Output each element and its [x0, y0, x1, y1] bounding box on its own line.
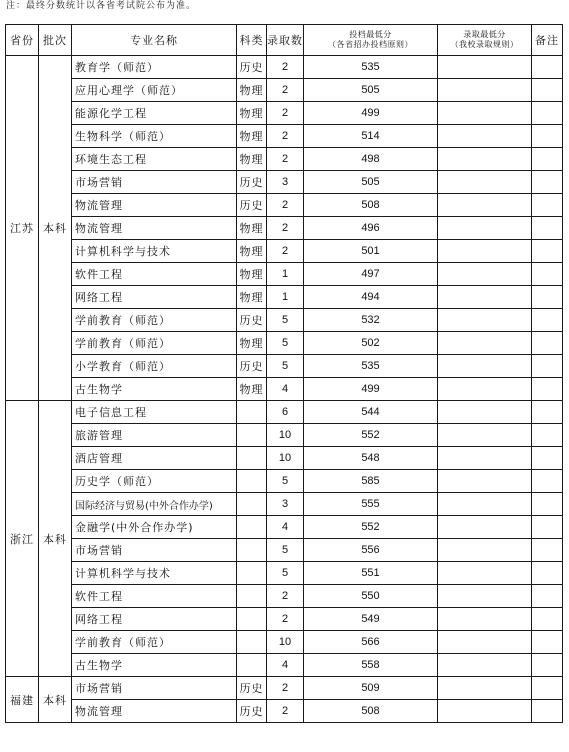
major-cell: 旅游管理 [72, 424, 237, 447]
remark-cell [532, 424, 563, 447]
min-score-cell: 550 [304, 585, 438, 608]
enroll-cell: 4 [267, 654, 304, 677]
subject-cell [237, 539, 267, 562]
enroll-cell: 2 [267, 194, 304, 217]
admit-score-cell [438, 171, 532, 194]
admission-score-table [5, 24, 563, 723]
remark-cell [532, 401, 563, 424]
min-score-cell: 497 [304, 263, 438, 286]
remark-cell [532, 240, 563, 263]
remark-cell [532, 677, 563, 700]
remark-cell [532, 493, 563, 516]
admit-score-cell [438, 654, 532, 677]
admit-score-cell [438, 332, 532, 355]
table-row [6, 585, 563, 608]
major-cell: 市场营销 [72, 677, 237, 700]
major-cell: 软件工程 [72, 585, 237, 608]
min-score-cell: 505 [304, 79, 438, 102]
remark-cell [532, 378, 563, 401]
enroll-cell: 5 [267, 562, 304, 585]
table-row [6, 470, 563, 493]
major-cell: 软件工程 [72, 263, 237, 286]
table-row [6, 654, 563, 677]
remark-cell [532, 79, 563, 102]
subject-cell [237, 401, 267, 424]
subject-cell: 历史 [237, 194, 267, 217]
major-cell: 教育学（师范） [72, 56, 237, 79]
admit-score-cell [438, 539, 532, 562]
major-cell: 国际经济与贸易(中外合作办学) [72, 493, 237, 516]
remark-cell [532, 194, 563, 217]
admit-score-cell [438, 585, 532, 608]
subject-cell: 历史 [237, 309, 267, 332]
header-row [6, 25, 563, 56]
major-cell: 物流管理 [72, 700, 237, 723]
admit-score-cell [438, 562, 532, 585]
province-cell: 江苏 [6, 56, 39, 401]
admit-score-cell [438, 470, 532, 493]
enroll-cell: 5 [267, 470, 304, 493]
subject-cell: 物理 [237, 217, 267, 240]
header-min-score-line2: （各省招办投档原则） [328, 40, 413, 49]
min-score-cell: 558 [304, 654, 438, 677]
batch-cell: 本科 [39, 56, 72, 401]
enroll-cell: 10 [267, 424, 304, 447]
enroll-cell: 2 [267, 700, 304, 723]
min-score-cell: 496 [304, 217, 438, 240]
subject-cell [237, 608, 267, 631]
major-cell: 历史学（师范） [72, 470, 237, 493]
admit-score-cell [438, 355, 532, 378]
min-score-cell: 508 [304, 700, 438, 723]
min-score-cell: 549 [304, 608, 438, 631]
major-cell: 市场营销 [72, 171, 237, 194]
remark-cell [532, 447, 563, 470]
table-body [6, 56, 563, 723]
remark-cell [532, 286, 563, 309]
min-score-cell: 499 [304, 378, 438, 401]
table-row [6, 677, 563, 700]
table-row [6, 631, 563, 654]
header-province: 省份 [6, 25, 39, 56]
table-row [6, 447, 563, 470]
major-cell: 网络工程 [72, 286, 237, 309]
footnote-text: 注：最终分数统计以各省考试院公布为准。 [6, 1, 197, 11]
enroll-cell: 1 [267, 286, 304, 309]
table-row [6, 378, 563, 401]
subject-cell [237, 654, 267, 677]
table-row [6, 309, 563, 332]
header-remark: 备注 [532, 25, 563, 56]
subject-cell: 物理 [237, 378, 267, 401]
admit-score-cell [438, 631, 532, 654]
table-row [6, 217, 563, 240]
major-cell: 环境生态工程 [72, 148, 237, 171]
enroll-cell: 3 [267, 171, 304, 194]
major-cell: 物流管理 [72, 217, 237, 240]
remark-cell [532, 125, 563, 148]
enroll-cell: 3 [267, 493, 304, 516]
table-row [6, 263, 563, 286]
remark-cell [532, 631, 563, 654]
enroll-cell: 2 [267, 125, 304, 148]
admit-score-cell [438, 263, 532, 286]
subject-cell: 物理 [237, 79, 267, 102]
major-cell: 计算机科学与技术 [72, 240, 237, 263]
major-cell: 市场营销 [72, 539, 237, 562]
min-score-cell: 544 [304, 401, 438, 424]
enroll-cell: 2 [267, 217, 304, 240]
enroll-cell: 2 [267, 677, 304, 700]
admit-score-cell [438, 309, 532, 332]
subject-cell [237, 493, 267, 516]
enroll-cell: 4 [267, 516, 304, 539]
admit-score-cell [438, 378, 532, 401]
major-cell: 生物科学（师范） [72, 125, 237, 148]
remark-cell [532, 608, 563, 631]
admit-score-cell [438, 447, 532, 470]
major-cell: 学前教育（师范） [72, 332, 237, 355]
remark-cell [532, 332, 563, 355]
subject-cell: 历史 [237, 171, 267, 194]
enroll-cell: 2 [267, 148, 304, 171]
major-cell: 应用心理学（师范） [72, 79, 237, 102]
table-row [6, 125, 563, 148]
min-score-cell: 502 [304, 332, 438, 355]
enroll-cell: 2 [267, 240, 304, 263]
remark-cell [532, 700, 563, 723]
major-cell: 古生物学 [72, 378, 237, 401]
subject-cell [237, 562, 267, 585]
major-cell: 酒店管理 [72, 447, 237, 470]
subject-cell: 物理 [237, 148, 267, 171]
table-row [6, 608, 563, 631]
remark-cell [532, 217, 563, 240]
enroll-cell: 2 [267, 608, 304, 631]
header-subject: 科类 [237, 25, 267, 56]
enroll-cell: 4 [267, 378, 304, 401]
table-row [6, 401, 563, 424]
table-row [6, 700, 563, 723]
min-score-cell: 501 [304, 240, 438, 263]
major-cell: 计算机科学与技术 [72, 562, 237, 585]
header-admit-score [438, 25, 532, 56]
major-cell: 电子信息工程 [72, 401, 237, 424]
subject-cell: 历史 [237, 700, 267, 723]
subject-cell: 历史 [237, 355, 267, 378]
subject-cell [237, 631, 267, 654]
header-admit-score-line1: 录取最低分 [463, 30, 506, 39]
remark-cell [532, 263, 563, 286]
remark-cell [532, 654, 563, 677]
table-row [6, 332, 563, 355]
remark-cell [532, 171, 563, 194]
remark-cell [532, 56, 563, 79]
batch-cell: 本科 [39, 677, 72, 723]
enroll-cell: 5 [267, 332, 304, 355]
province-cell: 福建 [6, 677, 39, 723]
subject-cell [237, 470, 267, 493]
table-row [6, 194, 563, 217]
subject-cell: 物理 [237, 286, 267, 309]
table-row [6, 493, 563, 516]
table-row [6, 171, 563, 194]
admit-score-cell [438, 125, 532, 148]
min-score-cell: 505 [304, 171, 438, 194]
header-admit-score-line2: （我校录取规则） [450, 40, 519, 49]
remark-cell [532, 562, 563, 585]
table-row [6, 424, 563, 447]
major-cell: 金融学(中外合作办学) [72, 516, 237, 539]
table-row [6, 102, 563, 125]
major-cell: 学前教育（师范） [72, 631, 237, 654]
subject-cell [237, 585, 267, 608]
remark-cell [532, 309, 563, 332]
admit-score-cell [438, 56, 532, 79]
table-row [6, 56, 563, 79]
subject-cell: 物理 [237, 125, 267, 148]
min-score-cell: 585 [304, 470, 438, 493]
table-row [6, 355, 563, 378]
min-score-cell: 509 [304, 677, 438, 700]
subject-cell: 物理 [237, 332, 267, 355]
admit-score-cell [438, 608, 532, 631]
table-row [6, 79, 563, 102]
enroll-cell: 5 [267, 309, 304, 332]
remark-cell [532, 585, 563, 608]
subject-cell: 历史 [237, 56, 267, 79]
min-score-cell: 566 [304, 631, 438, 654]
admit-score-cell [438, 286, 532, 309]
enroll-cell: 6 [267, 401, 304, 424]
subject-cell: 物理 [237, 240, 267, 263]
enroll-cell: 1 [267, 263, 304, 286]
major-cell: 学前教育（师范） [72, 309, 237, 332]
enroll-cell: 5 [267, 539, 304, 562]
enroll-cell: 2 [267, 56, 304, 79]
table-row [6, 148, 563, 171]
min-score-cell: 535 [304, 355, 438, 378]
admit-score-cell [438, 102, 532, 125]
subject-cell: 历史 [237, 677, 267, 700]
subject-cell [237, 447, 267, 470]
min-score-cell: 535 [304, 56, 438, 79]
admit-score-cell [438, 493, 532, 516]
subject-cell [237, 424, 267, 447]
province-cell: 浙江 [6, 401, 39, 677]
min-score-cell: 514 [304, 125, 438, 148]
batch-cell: 本科 [39, 401, 72, 677]
major-cell: 能源化学工程 [72, 102, 237, 125]
enroll-cell: 5 [267, 355, 304, 378]
table-row [6, 240, 563, 263]
remark-cell [532, 539, 563, 562]
admit-score-cell [438, 79, 532, 102]
table-row [6, 562, 563, 585]
min-score-cell: 508 [304, 194, 438, 217]
min-score-cell: 556 [304, 539, 438, 562]
min-score-cell: 551 [304, 562, 438, 585]
table-row [6, 516, 563, 539]
admit-score-cell [438, 677, 532, 700]
header-major: 专业名称 [72, 25, 237, 56]
remark-cell [532, 470, 563, 493]
enroll-cell: 2 [267, 585, 304, 608]
admit-score-cell [438, 516, 532, 539]
subject-cell: 物理 [237, 263, 267, 286]
table-header [6, 25, 563, 56]
min-score-cell: 499 [304, 102, 438, 125]
header-enroll: 录取数 [267, 25, 304, 56]
enroll-cell: 2 [267, 102, 304, 125]
enroll-cell: 10 [267, 631, 304, 654]
remark-cell [532, 355, 563, 378]
remark-cell [532, 102, 563, 125]
min-score-cell: 552 [304, 424, 438, 447]
header-min-score [304, 25, 438, 56]
admit-score-cell [438, 194, 532, 217]
header-min-score-line1: 投档最低分 [349, 30, 392, 39]
enroll-cell: 10 [267, 447, 304, 470]
min-score-cell: 532 [304, 309, 438, 332]
admit-score-cell [438, 240, 532, 263]
table-row [6, 539, 563, 562]
admit-score-cell [438, 401, 532, 424]
remark-cell [532, 516, 563, 539]
min-score-cell: 555 [304, 493, 438, 516]
major-cell: 物流管理 [72, 194, 237, 217]
min-score-cell: 552 [304, 516, 438, 539]
min-score-cell: 498 [304, 148, 438, 171]
min-score-cell: 494 [304, 286, 438, 309]
admit-score-cell [438, 424, 532, 447]
major-cell: 小学教育（师范） [72, 355, 237, 378]
admit-score-cell [438, 217, 532, 240]
header-batch: 批次 [39, 25, 72, 56]
major-cell: 古生物学 [72, 654, 237, 677]
min-score-cell: 548 [304, 447, 438, 470]
subject-cell [237, 516, 267, 539]
remark-cell [532, 148, 563, 171]
enroll-cell: 2 [267, 79, 304, 102]
admit-score-cell [438, 700, 532, 723]
subject-cell: 物理 [237, 102, 267, 125]
admit-score-cell [438, 148, 532, 171]
table-row [6, 286, 563, 309]
major-cell: 网络工程 [72, 608, 237, 631]
